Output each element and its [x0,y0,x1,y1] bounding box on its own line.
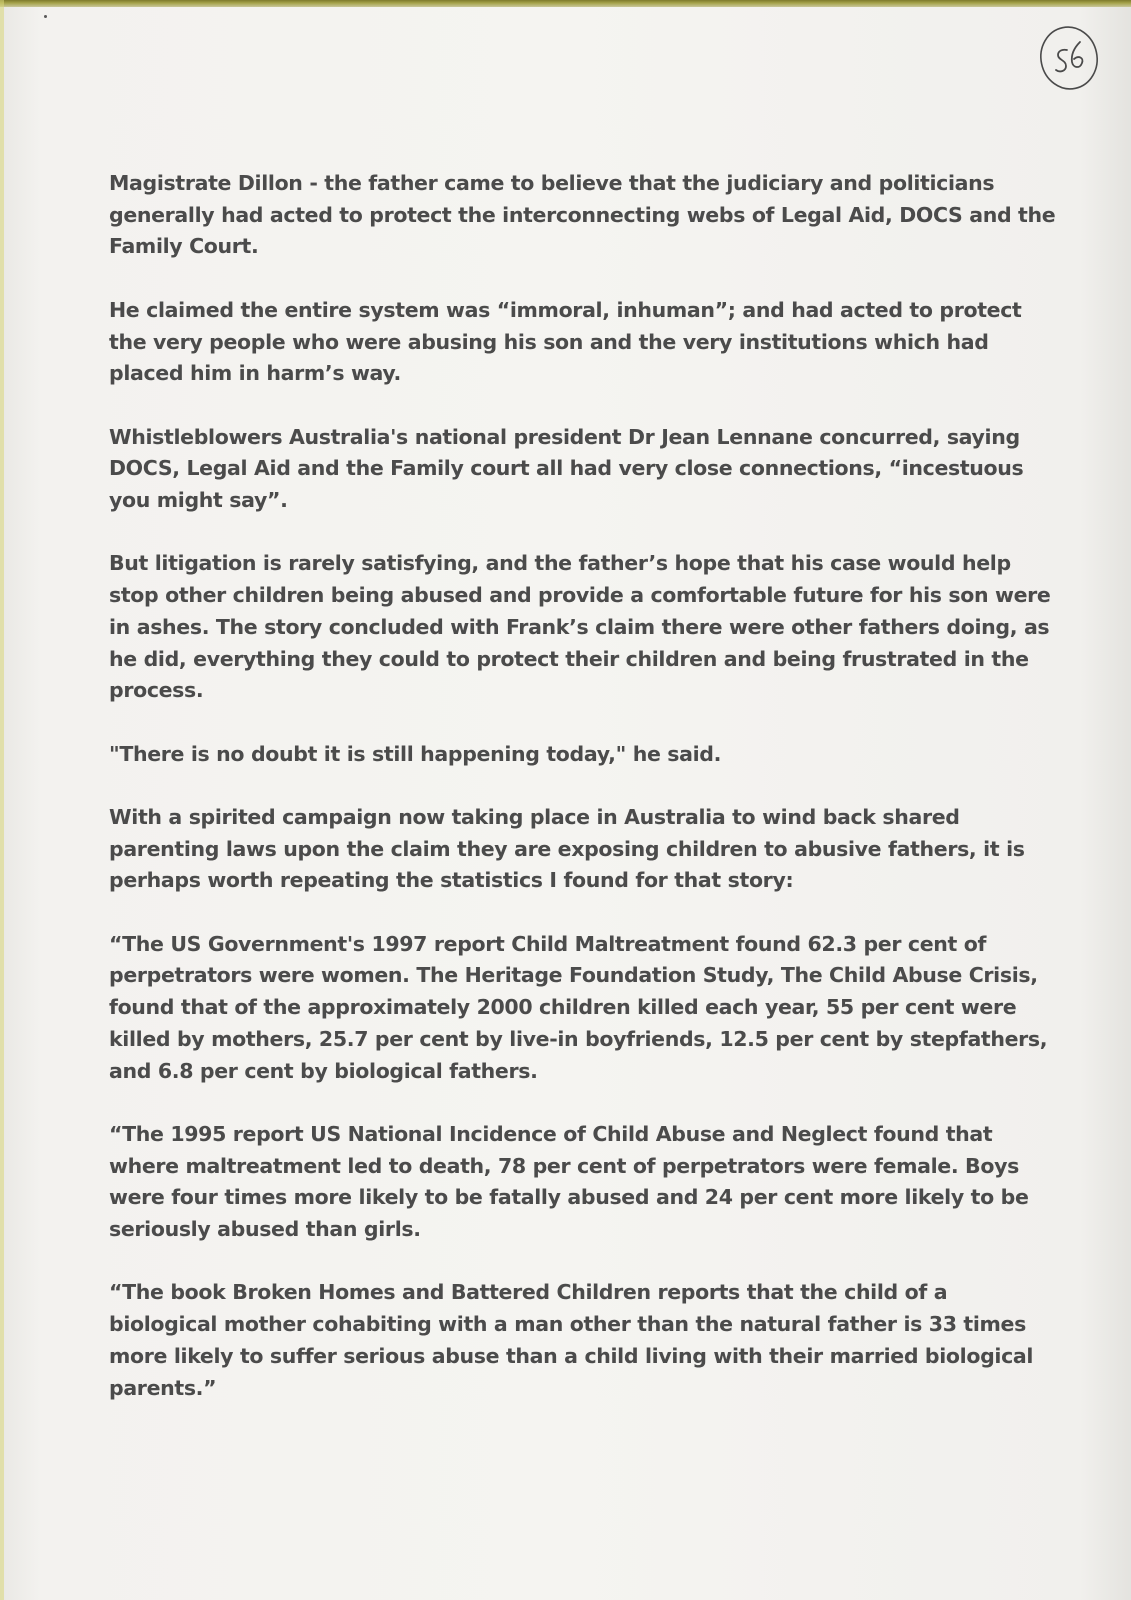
text-line: “The US Government's 1997 report Child Maltreatment found 62.3 per cent of [109,931,987,956]
text-line: seriously abused than girls. [109,1217,421,1242]
text-line: generally had acted to protect the interconnecting webs of Legal Aid, DOCS and the [109,202,1056,227]
text-line: placed him in harm’s way. [109,361,401,386]
document-body [109,168,1056,1436]
text-line: Magistrate Dillon - the father came to believe that the judiciary and politicians [109,171,995,195]
text-line: where maltreatment led to death, 78 per cent of perpetrators were female. Boys [109,1153,1019,1178]
paragraph [109,548,1051,707]
scan-top-edge [0,0,1131,7]
text-line: you might say”. [109,488,288,512]
text-line: “The 1995 report US National Incidence of Child Abuse and Neglect found that [109,1121,993,1146]
paragraph [109,168,1056,263]
text-line: parenting laws upon the claim they are exposing children to abusive fathers, it is [109,836,1025,861]
paragraph [109,802,1024,897]
text-line: Whistleblowers Australia's national president Dr Jean Lennane concurred, saying [109,424,1020,449]
text-line: Family Court. [109,234,259,259]
text-line: stop other children being abused and provide a comfortable future for his son were [109,583,1051,608]
text-line: He claimed the entire system was “immoral, inhuman”; and had acted to protect [109,297,1022,322]
text-line: parents.” [109,1375,217,1400]
scan-left-edge [0,0,4,1600]
paragraph [109,1119,1029,1246]
text-line: found that of the approximately 2000 children killed each year, 55 per cent were [109,995,1017,1020]
text-line: the very people who were abusing his son and the very institutions which had [109,329,989,354]
text-line: biological mother cohabiting with a man other than the natural father is 33 times [109,1312,1026,1337]
text-line: "There is no doubt it is still happening today," he said. [109,741,722,766]
text-line: more likely to suffer serious abuse than a child living with their married biological [109,1343,1034,1368]
text-line: But litigation is rarely satisfying, and the father’s hope that his case would help [109,551,1011,576]
text-line: and 6.8 per cent by biological fathers. [109,1058,538,1083]
text-line: process. [109,678,204,703]
text-line: perhaps worth repeating the statistics I found for that story: [109,868,794,893]
paragraph [109,929,1048,1088]
paragraph [109,295,1024,390]
paragraph [109,1277,1034,1404]
text-line: killed by mothers, 25.7 per cent by live-in boyfriends, 12.5 per cent by stepfathers, [109,1026,1048,1051]
text-line: perpetrators were women. The Heritage Foundation Study, The Child Abuse Crisis, [109,963,1038,988]
text-line: “The book Broken Homes and Battered Children reports that the child of a [109,1280,948,1305]
scan-speck [44,15,47,18]
text-line: DOCS, Legal Aid and the Family court all had very close connections, “incestuous [109,456,1024,481]
text-line: were four times more likely to be fatally abused and 24 per cent more likely to be [109,1185,1029,1210]
text-line: he did, everything they could to protect their children and being frustrated in the [109,646,1029,671]
handwritten-page-number-icon [1036,22,1106,98]
paragraph [109,739,1024,771]
paragraph [109,422,1024,517]
text-line: With a spirited campaign now taking place in Australia to wind back shared [109,804,960,829]
text-line: in ashes. The story concluded with Frank’s claim there were other fathers doing, as [109,614,1050,639]
